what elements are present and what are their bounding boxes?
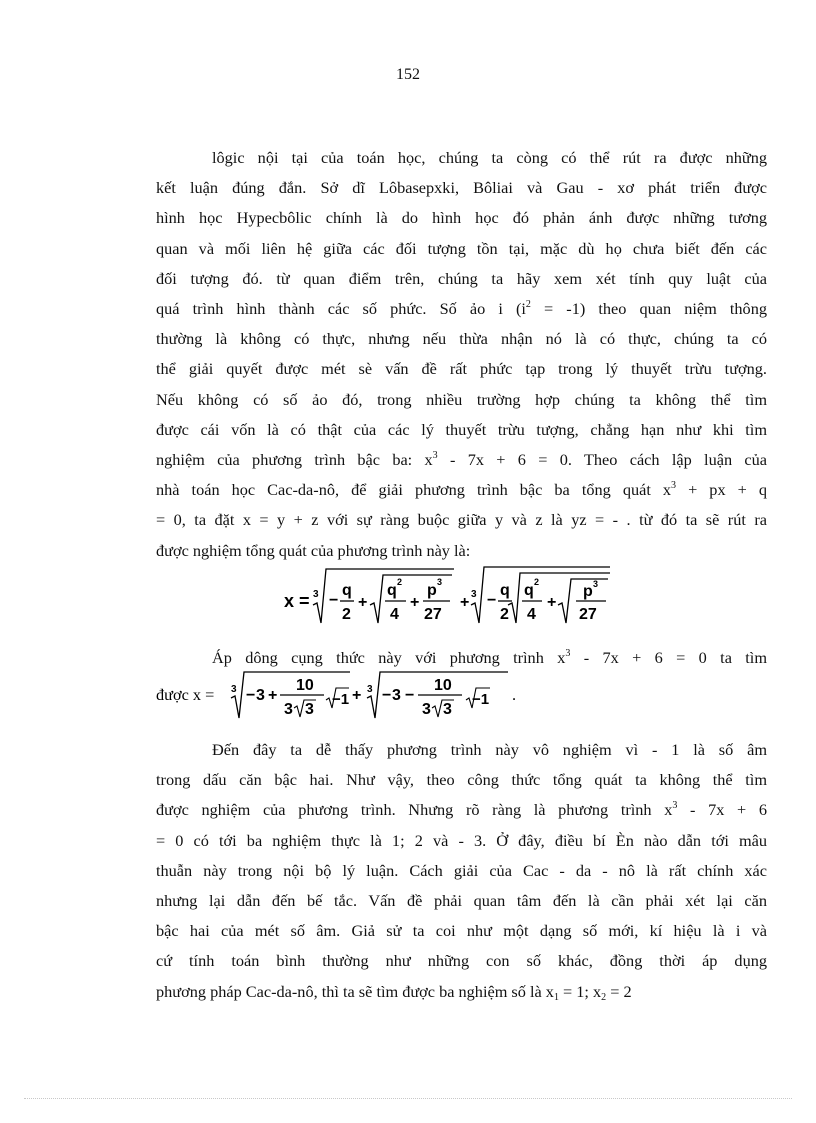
q-symbol: q [342,582,352,599]
exponent: 2 [397,577,403,587]
exponent: 3 [437,577,443,587]
text-line-with-superscript [156,795,767,825]
page-bottom-divider [24,1098,792,1099]
text-line: = 0 có tới ba nghiệm thực là 1; 2 và - 3. Ở đây, điều bí Èn nào dẫn tới mâu [156,830,767,850]
formula-lhs: x = [284,591,310,611]
text-line-with-subscript [156,977,767,1007]
text-segment: nghiệm của phương trình bậc ba: x [156,450,433,470]
text-line: quan và mối liên hệ giữa các đối tượng tồn tại, mặc dù họ chưa biết đến các [156,238,767,258]
text-line-with-superscript [156,475,767,505]
text-segment: - 7x + 6 [677,800,767,820]
text-segment: = 2 [606,981,632,1001]
text-line: cứ tính toán bình thường như những con số khác, đồng thời áp dụng [156,951,767,971]
text-segment: = 1; x [558,981,602,1001]
subscript: 2 [601,991,607,1003]
q-symbol: q [500,582,510,599]
text-line-with-superscript [156,445,767,475]
three-symbol: 3 [284,701,293,718]
minus-sign: − [329,592,339,609]
text-line: được nghiệm tổng quát của phương trình này là: [156,540,471,560]
plus-sign: + [547,594,557,611]
numeric-formula [156,670,756,722]
minus-sign: − [246,687,256,704]
ten-symbol: 10 [434,677,452,694]
cardano-formula [284,565,614,627]
page-number: 152 [396,66,420,83]
formula-lhs: được x = [156,685,215,704]
paragraph-2 [156,643,767,673]
twentyseven-symbol: 27 [579,606,597,623]
plus-sign: + [352,687,362,704]
p-symbol: p [427,582,437,599]
plus-sign: + [268,687,278,704]
superscript: 2 [525,299,531,311]
four-symbol: 4 [390,606,399,623]
three-symbol: 3 [392,687,401,704]
text-segment: Áp dông cụng thức này với phương trình x [212,648,566,667]
superscript: 3 [671,480,677,492]
two-symbol: 2 [342,606,351,623]
three-symbol: 3 [305,701,314,718]
text-segment: phương pháp Cac-da-nô, thì ta sẽ tìm được ba nghiệm số là x [156,981,554,1001]
text-line-with-superscript [156,294,767,324]
three-symbol: 3 [443,701,452,718]
text-line: được cái vốn là có thật của các lý thuyết trừu tượng, chẳng hạn như khi tìm [156,419,767,439]
text-segment: + px + q [676,480,767,500]
text-segment: quá trình hình thành các số phức. Số ảo i (i [156,299,526,319]
four-symbol: 4 [527,606,536,623]
exponent: 2 [534,577,540,587]
text-line: = 0, ta đặt x = y + z với sự ràng buộc giữa y và z là yz = - . từ đó ta sẽ rút ra [156,510,767,530]
q-symbol: q [387,582,397,599]
exponent: 3 [593,579,599,589]
p-symbol: p [583,583,593,600]
superscript: 3 [432,450,438,462]
text-line: thuẫn này trong nội bộ lý luận. Cách giải của Cac - da - nô là rất chính xác [156,860,767,880]
paragraph-3 [156,735,767,1007]
twentyseven-symbol: 27 [424,606,442,623]
minus-sign: − [487,592,497,609]
text-line: kết luận đúng đắn. Sở dĩ Lôbasepxki, Bôliai và Gau - xơ phát triển được [156,178,767,198]
text-segment: được nghiệm của phương trình. Nhưng rõ ràng là phương trình x [156,800,673,820]
text-line: lôgic nội tại của toán học, chúng ta còng có thể rút ra được những [212,148,767,167]
text-segment: nhà toán học Cac-da-nô, để giải phương trình bậc ba tổng quát x [156,480,672,500]
text-line: Đến đây ta dễ thấy phương trình này vô nghiệm vì - 1 là số âm [212,740,767,759]
minus-sign: − [405,687,415,704]
text-segment: = -1) theo quan niệm thông [530,299,767,319]
text-line: bậc hai của mét số âm. Giả sử ta coi như một dạng số mới, kí hiệu là i và [156,921,767,941]
text-line: nhưng lại dẫn đến bế tắc. Vấn đề phải quan tâm đến là cần phải xét lại căn [156,891,767,911]
root-index: 3 [231,684,237,695]
paragraph-1 [156,143,767,566]
text-segment: - 7x + 6 = 0 ta tìm [570,648,767,667]
root-index: 3 [471,589,477,600]
period: . [512,685,517,704]
text-line: thể giải quyết được mét sè vấn đề rất phức tạp trong lý thuyết trừu tượng. [156,359,767,379]
three-symbol: 3 [422,701,431,718]
plus-sign: + [460,594,470,611]
superscript: 3 [565,648,571,659]
three-symbol: 3 [256,687,265,704]
root-index: 3 [367,684,373,695]
root-index: 3 [313,589,319,600]
superscript: 3 [672,800,678,812]
ten-symbol: 10 [296,677,314,694]
plus-sign: + [410,594,420,611]
plus-sign: + [358,594,368,611]
text-segment: - 7x + 6 = 0. Theo cách lập luận của [437,450,767,470]
minus-sign: − [382,687,392,704]
two-symbol: 2 [500,606,509,623]
neg-one-symbol: −1 [332,691,350,708]
neg-one-symbol: −1 [472,691,490,708]
text-line-with-superscript [156,643,767,673]
text-line: Nếu không có số ảo đó, trong nhiều trường hợp chúng ta không thể tìm [156,389,767,409]
text-line: hình học Hypecbôlic chính là do hình học đó phản ánh được những tương [156,208,767,228]
text-line: đối tượng đó. từ quan điểm trên, chúng ta hãy xem xét tính quy luật của [156,268,767,288]
text-line: trong dấu căn bậc hai. Như vậy, theo công thức tổng quát ta không thể tìm [156,770,767,790]
text-line: thường là không có thực, nhưng nếu thừa nhận nó là có thực, chúng ta có [156,329,767,349]
subscript: 1 [553,991,559,1003]
q-symbol: q [524,582,534,599]
